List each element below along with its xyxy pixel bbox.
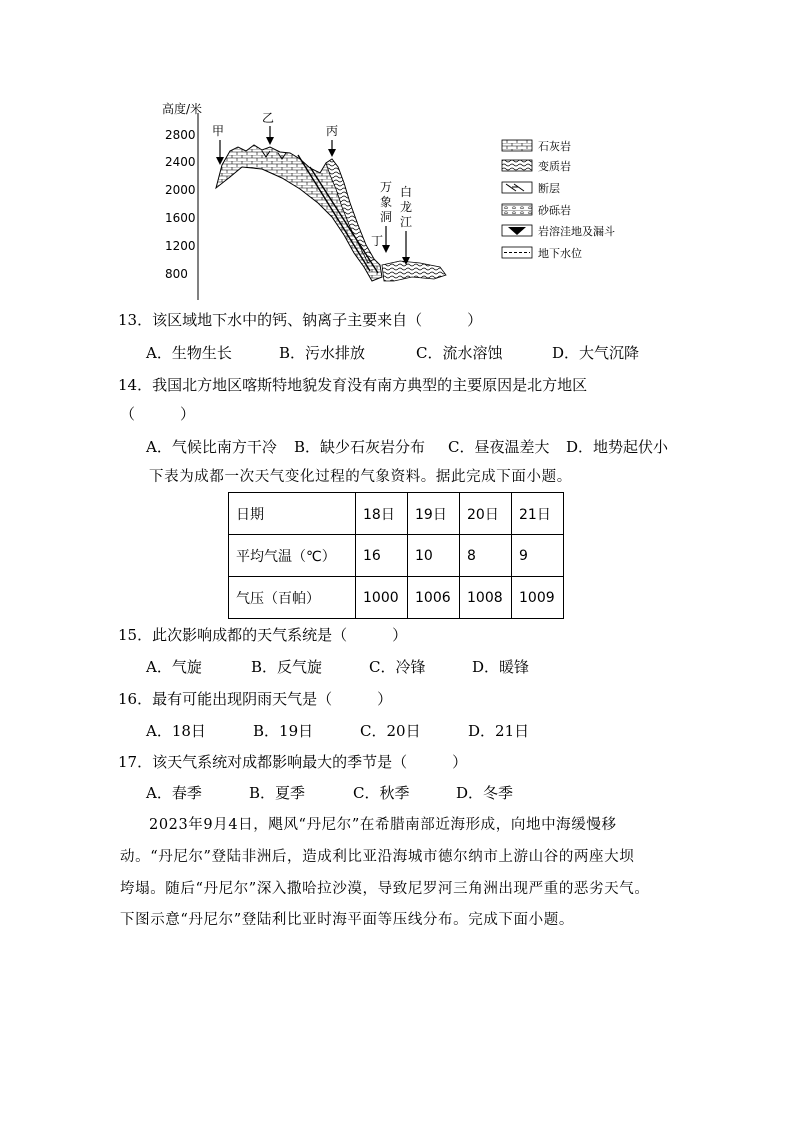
legend-label: 地下水位: [538, 247, 582, 260]
question-16-option-b[interactable]: B．19日: [253, 722, 314, 740]
y-tick-label: 2400: [165, 155, 196, 169]
question-13-option-c[interactable]: C．流水溶蚀: [416, 344, 503, 362]
arrow-head: [266, 137, 274, 145]
passage-line: 下图示意“丹尼尔”登陆利比亚时海平面等压线分布。完成下面小题。: [120, 912, 574, 928]
y-tick-label: 1600: [165, 211, 196, 225]
legend-label: 岩溶洼地及漏斗: [538, 225, 615, 238]
legend-label: 砂砾岩: [538, 204, 571, 217]
legend-swatch-metamorphic: [502, 160, 532, 171]
question-14-stem: 14．我国北方地区喀斯特地貌发育没有南方典型的主要原因是北方地区: [118, 376, 588, 394]
question-13-option-a[interactable]: A．生物生长: [146, 344, 232, 362]
table-intro-text: 下表为成都一次天气变化过程的气象资料。据此完成下面小题。: [149, 469, 572, 485]
question-15-option-c[interactable]: C．冷锋: [369, 658, 426, 676]
valley-metamorphic-rock: [382, 261, 446, 281]
table-cell: 21日: [512, 493, 564, 535]
legend-swatch-limestone: [502, 140, 532, 151]
legend-swatch-gravel: [502, 204, 532, 215]
y-tick-label: 2800: [165, 128, 196, 142]
table-row: [229, 577, 564, 619]
point-label-jia: 甲: [212, 124, 225, 138]
geology-cross-section-figure: [150, 95, 670, 305]
table-cell: 16: [356, 535, 408, 577]
table-cell: 9: [512, 535, 564, 577]
question-13-option-b[interactable]: B．污水排放: [279, 344, 366, 362]
table-cell: 1009: [512, 577, 564, 619]
table-cell: 8: [460, 535, 512, 577]
question-17-stem: 17．该天气系统对成都影响最大的季节是（ ）: [118, 753, 468, 771]
table-row: [229, 535, 564, 577]
table-cell: 1006: [408, 577, 460, 619]
table-cell: 日期: [229, 493, 356, 535]
table-cell: 气压（百帕）: [229, 577, 356, 619]
legend: [502, 139, 615, 260]
question-15-stem: 15．此次影响成都的天气系统是（ ）: [118, 626, 408, 644]
cave-label: 象: [380, 195, 393, 209]
cave-label: 洞: [380, 210, 393, 224]
limestone-strata: [216, 145, 382, 281]
table-cell: 1008: [460, 577, 512, 619]
question-14-option-d[interactable]: D．地势起伏小: [566, 438, 669, 456]
river-label: 龙: [400, 200, 413, 214]
y-axis-label: 高度/米: [162, 102, 203, 116]
weather-data-table: [228, 492, 564, 619]
question-14-answer-paren: （ ）: [120, 405, 196, 423]
question-15-option-a[interactable]: A．气旋: [146, 658, 202, 676]
river-label: 白: [400, 185, 413, 199]
question-15-option-b[interactable]: B．反气旋: [251, 658, 323, 676]
y-tick-label: 800: [165, 267, 188, 281]
passage-line: 动。“丹尼尔”登陆非洲后，造成利比亚沿海城市德尔纳市上游山谷的两座大坝: [120, 849, 635, 865]
table-row: [229, 493, 564, 535]
question-17-option-d[interactable]: D．冬季: [456, 784, 514, 802]
table-cell: 18日: [356, 493, 408, 535]
y-tick-label: 2000: [165, 183, 196, 197]
legend-label: 石灰岩: [538, 140, 571, 153]
point-label-bing: 丙: [326, 124, 339, 138]
table-cell: 10: [408, 535, 460, 577]
arrow-head: [328, 149, 336, 157]
question-14-option-b[interactable]: B．缺少石灰岩分布: [294, 438, 426, 456]
question-17-option-a[interactable]: A．春季: [146, 784, 202, 802]
question-14-option-c[interactable]: C．昼夜温差大: [448, 438, 550, 456]
point-label-yi: 乙: [262, 111, 275, 125]
table-cell: 平均气温（℃）: [229, 535, 356, 577]
legend-label: 断层: [538, 182, 560, 195]
y-tick-label: 1200: [165, 239, 196, 253]
passage-line: 2023年9月4日，飓风“丹尼尔”在希腊南部近海形成，向地中海缓慢移: [149, 817, 617, 833]
question-16-option-c[interactable]: C．20日: [360, 722, 421, 740]
table-cell: 20日: [460, 493, 512, 535]
question-16-option-d[interactable]: D．21日: [468, 722, 530, 740]
question-15-option-d[interactable]: D．暖锋: [472, 658, 530, 676]
river-label: 江: [400, 215, 413, 229]
question-16-stem: 16．最有可能出现阴雨天气是（ ）: [118, 690, 393, 708]
question-13-stem: 13．该区域地下水中的钙、钠离子主要来自（ ）: [118, 311, 483, 329]
question-16-option-a[interactable]: A．18日: [146, 722, 206, 740]
question-13-option-d[interactable]: D．大气沉降: [552, 344, 640, 362]
legend-label: 变质岩: [538, 160, 571, 173]
passage-line: 垮塌。随后“丹尼尔”深入撒哈拉沙漠，导致尼罗河三角洲出现严重的恶劣天气。: [120, 881, 650, 897]
question-17-option-b[interactable]: B．夏季: [249, 784, 306, 802]
point-label-ding: 丁: [371, 234, 384, 248]
question-14-option-a[interactable]: A．气候比南方干冷: [146, 438, 277, 456]
question-17-option-c[interactable]: C．秋季: [353, 784, 410, 802]
arrow-head: [382, 245, 390, 253]
cave-label: 万: [380, 180, 393, 194]
table-cell: 19日: [408, 493, 460, 535]
table-cell: 1000: [356, 577, 408, 619]
